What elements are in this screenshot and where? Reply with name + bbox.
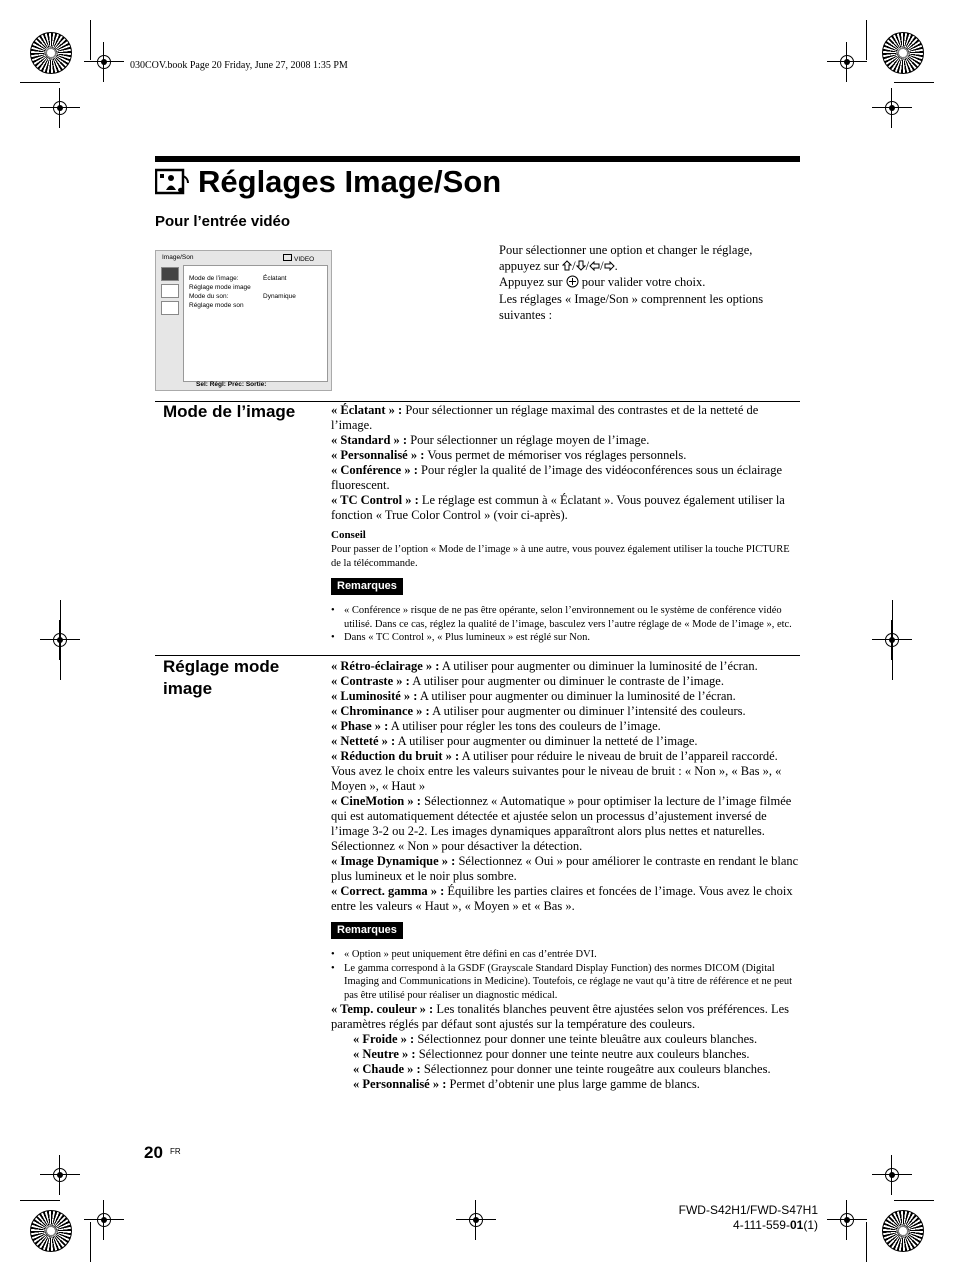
osd-row-label: Mode du son:: [189, 293, 229, 300]
definition-item: « Contraste » : A utiliser pour augmenter ou diminuer le contraste de l’image.: [331, 674, 724, 688]
definition-item: « Image Dynamique » : Sélectionnez « Oui » pour améliorer le contraste en rendant le blanc plus lumineux et le noir plus sombre.: [331, 854, 799, 883]
osd-row-value: Éclatant: [263, 275, 287, 282]
definition-item: « CineMotion » : Sélectionnez « Automatique » pour optimiser la lecture de l’image filmée qui est automatiquement détectée et ajustée selon un processus d’ajustement inversé de l’image 3-2 ou 2-2. Les images dynamiques apparaîtront alors plus nettes et naturelles. Sélectionnez « Non » pour désactiver la détection.: [331, 794, 792, 853]
definition-item: « Chrominance » : A utiliser pour augmenter ou diminuer l’intensité des couleurs.: [331, 704, 746, 718]
crop-line: [90, 20, 91, 60]
note-item: • Dans « TC Control », « Plus lumineux » est réglé sur Non.: [331, 631, 801, 645]
crop-line: [20, 1200, 60, 1201]
definition-item: « Réduction du bruit » : A utiliser pour réduire le niveau de bruit de l’appareil raccordé. Vous avez le choix entre les valeurs suivantes pour le niveau de bruit : « Non », « Bas », « Moyen », « Haut »: [331, 749, 782, 793]
definition-subitem: « Neutre » : Sélectionnez pour donner une teinte neutre aux couleurs blanches.: [353, 1047, 750, 1061]
page-title: Réglages Image/Son: [198, 164, 502, 199]
intro-line: Appuyez sur pour valider votre choix.: [499, 275, 706, 290]
title-rule: [155, 156, 800, 162]
intro-line: Les réglages « Image/Son » comprennent les options suivantes :: [499, 291, 764, 322]
osd-row-label: Mode de l’image:: [189, 275, 239, 282]
crosshair-mark: [827, 42, 867, 82]
arrow-left-icon: [589, 261, 600, 271]
crop-line: [892, 600, 893, 680]
crop-line: [894, 82, 934, 83]
enter-button-icon: [566, 275, 579, 288]
osd-setup-tab-icon: [161, 301, 179, 315]
definition-item: « TC Control » : Le réglage est commun à « Éclatant ». Vous pouvez également utiliser la fonction « True Color Control » (voir ci-après).: [331, 493, 785, 522]
intro-line: appuyez sur / / / .: [499, 259, 618, 274]
osd-menu-panel: [183, 265, 328, 382]
section-body-mode-image: [331, 403, 801, 645]
section-body-reglage-mode-image: [331, 659, 801, 1092]
definition-item: « Standard » : Pour sélectionner un réglage moyen de l’image.: [331, 433, 650, 447]
model-number: FWD-S42H1/FWD-S47H1: [678, 1203, 818, 1217]
crop-line: [866, 1222, 867, 1262]
arrow-up-icon: [562, 260, 572, 271]
definition-item: « Personnalisé » : Vous permet de mémoriser vos réglages personnels.: [331, 448, 687, 462]
crop-line: [90, 1222, 91, 1262]
page-language: FR: [170, 1147, 181, 1156]
crop-line: [20, 82, 60, 83]
crop-line: [866, 20, 867, 60]
registration-starburst-bottom-left: [30, 1210, 72, 1252]
tip-text: Pour passer de l’option « Mode de l’image » à une autre, vous pouvez également utiliser la touche PICTURE de la télécommande.: [331, 544, 790, 569]
osd-picture-tab-icon: [161, 267, 179, 281]
crop-line: [894, 1200, 934, 1201]
osd-input-label: VIDEO: [283, 254, 314, 263]
definition-item: « Correct. gamma » : Équilibre les parties claires et foncées de l’image. Vous avez le choix entre les valeurs « Haut », « Moyen » et « Bas ».: [331, 884, 793, 913]
definition-item: « Netteté » : A utiliser pour augmenter ou diminuer la netteté de l’image.: [331, 734, 698, 748]
crosshair-mark: [40, 88, 80, 128]
registration-starburst-bottom-right: [882, 1210, 924, 1252]
osd-menu-screenshot: [155, 250, 332, 391]
crop-line: [60, 600, 61, 680]
remarks-badge: Remarques: [331, 578, 403, 595]
definition-subitem: « Chaude » : Sélectionnez pour donner une teinte rougeâtre aux couleurs blanches.: [353, 1062, 771, 1076]
definition-subitem: « Froide » : Sélectionnez pour donner une teinte bleuâtre aux couleurs blanches.: [353, 1032, 758, 1046]
definition-item: « Éclatant » : Pour sélectionner un réglage maximal des contrastes et de la netteté de l’image.: [331, 403, 759, 432]
osd-row-label: Réglage mode son: [189, 302, 244, 309]
remarks-badge: Remarques: [331, 922, 403, 939]
crosshair-mark: [872, 1155, 912, 1195]
osd-screen-tab-icon: [161, 284, 179, 298]
definition-item: « Temp. couleur » : Les tonalités blanches peuvent être ajustées selon vos préférences. Les paramètres réglés par défaut sont ajustés sur la température des couleurs.: [331, 1002, 789, 1031]
crosshair-mark: [456, 1200, 496, 1240]
definition-item: « Conférence » : Pour régler la qualité de l’image des vidéoconférences sous un éclairage fluorescent.: [331, 463, 782, 492]
definition-item: « Phase » : A utiliser pour régler les tons des couleurs de l’image.: [331, 719, 661, 733]
picture-sound-icon: [155, 168, 191, 196]
note-item: • Le gamma correspond à la GSDF (Grayscale Standard Display Function) des normes DICOM (Digital Imaging and Communications in Medicine). Toutefois, ce réglage ne vaut qu’à titre de référence et ne peut pas être utilisé pour réaliser un diagnostic médical.: [331, 962, 801, 1003]
osd-footer: Sel: Régl: Préc: Sortie:: [196, 381, 267, 388]
registration-starburst-top-right: [882, 32, 924, 74]
definition-item: « Rétro-éclairage » : A utiliser pour augmenter ou diminuer la luminosité de l’écran.: [331, 659, 758, 673]
arrow-down-icon: [576, 260, 586, 271]
part-number: 4-111-559-01(1): [733, 1218, 818, 1232]
arrow-right-icon: [604, 261, 615, 271]
crosshair-mark: [872, 88, 912, 128]
osd-title: Image/Son: [162, 254, 194, 261]
model-info: [664, 1203, 818, 1233]
osd-row-value: Dynamique: [263, 293, 296, 300]
section-heading-reglage-mode-image: Réglage mode image: [163, 657, 280, 698]
book-header-info: 030COV.book Page 20 Friday, June 27, 2008 1:35 PM: [130, 60, 348, 71]
definition-item: « Luminosité » : A utiliser pour augmenter ou diminuer la luminosité de l’écran.: [331, 689, 736, 703]
note-item: • « Option » peut uniquement être défini en cas d’entrée DVI.: [331, 948, 801, 962]
intro-text: [499, 242, 804, 323]
definition-subitem: « Personnalisé » : Permet d’obtenir une plus large gamme de blancs.: [353, 1077, 700, 1091]
input-icon: [283, 254, 292, 261]
osd-row-label: Réglage mode image: [189, 284, 251, 291]
registration-starburst-top-left: [30, 32, 72, 74]
crosshair-mark: [827, 1200, 867, 1240]
intro-line: Pour sélectionner une option et changer le réglage,: [499, 243, 753, 257]
section-heading-mode-image: Mode de l’image: [163, 402, 296, 421]
note-item: • « Conférence » risque de ne pas être opérante, selon l’environnement ou le système de conférence vidéo utilisé. Dans ce cas, réglez la qualité de l’image, basculez vers l’autre réglage de « Mode de l’image », etc.: [331, 604, 801, 631]
page-number: 20: [144, 1143, 163, 1162]
crosshair-mark: [40, 1155, 80, 1195]
section-subtitle: Pour l’entrée vidéo: [155, 213, 291, 230]
tip-title: Conseil: [331, 529, 366, 541]
